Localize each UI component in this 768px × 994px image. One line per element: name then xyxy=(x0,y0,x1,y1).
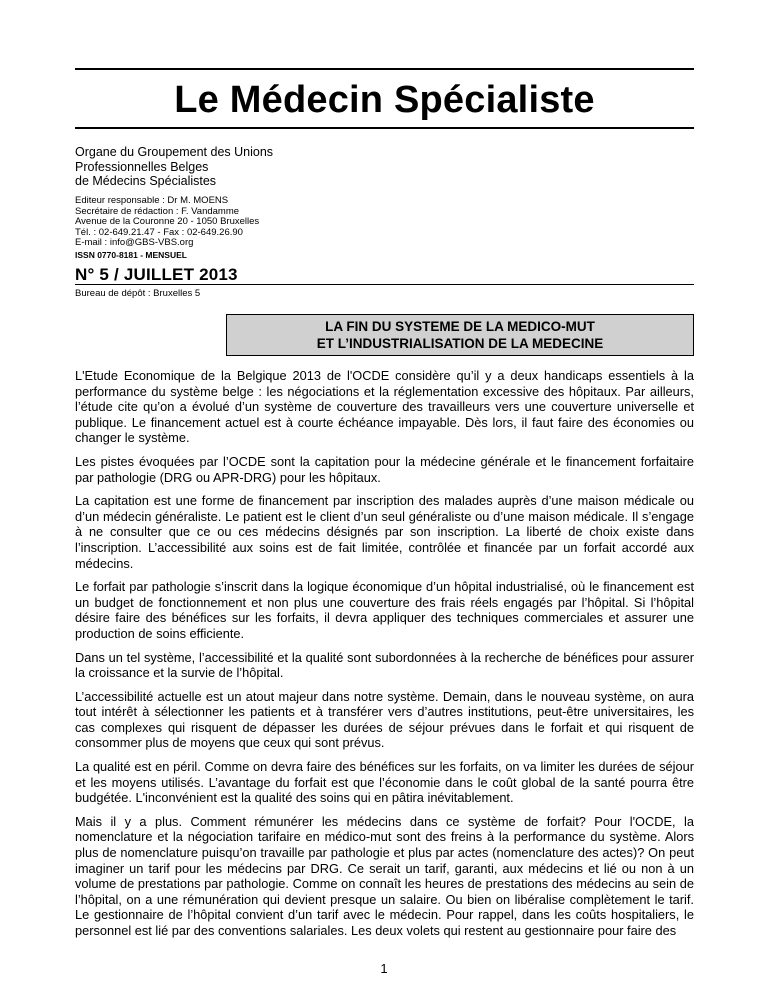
issn-line: ISSN 0770-8181 - MENSUEL xyxy=(75,250,187,260)
masthead-title: Le Médecin Spécialiste xyxy=(174,79,595,121)
masthead-title-rule xyxy=(75,127,694,129)
page-number: 1 xyxy=(380,961,388,976)
issue-number: N° 5 / JUILLET 2013 xyxy=(75,265,238,284)
article-body xyxy=(75,368,694,947)
paragraph: L’accessibilité actuelle est un atout majeur dans notre système. Demain, dans le nouveau système, on aura tout intérêt à sélectionner les patients et à transférer vers d’autres institutions, peut-être universitaires, les cas complexes qui risquent de dépasser les durées de séjour prévues dans le forfait et qui risquent de consommer plus de moyens que ceux qui sont prévus. xyxy=(75,688,694,751)
editor-line: Tél. : 02-649.21.47 - Fax : 02-649.26.90 xyxy=(75,226,243,238)
editor-line: Avenue de la Couronne 20 - 1050 Bruxelles xyxy=(75,216,260,228)
paragraph: Dans un tel système, l’accessibilité et la qualité sont subordonnées à la recherche de bénéfices pour assurer la croissance et la survie de l’hôpital. xyxy=(75,649,694,681)
article-headline xyxy=(226,314,694,356)
paragraph: Mais il y a plus. Comment rémunérer les médecins dans ce système de forfait? Pour l'OCDE, la nomenclature et la négociation tarifaire en médico-mut sont des freins à la performance du système. Alors plus de nomenclature puisqu’on travaille par pathologie et plus par actes (nomenclature des actes)? On peut imaginer un tarif pour les médecins par DRG. Ce serait un tarif, garanti, aux médecins et lié ou non à un volume de prestations par pathologie. Comme on connaît les heures de prestations des médecins au sein de l’hôpital, on a une rémunération qui devient presque un salaire. Ou bien on libéralise complètement le tarif. Le gestionnaire de l’hôpital convient d’un tarif avec le médecin. Pour rappel, dans les coûts hospitaliers, le personnel est lié par des conventions salariales. Les deux volets qui restent au gestionnaire pour faire des xyxy=(75,813,694,938)
paragraph: Le forfait par pathologie s’inscrit dans la logique économique d’un hôpital industrialisé, où le financement est un budget de fonctionnement et non plus une couverture des frais réels engagés par l’hôpital. Si l’hôpital désire faire des bénéfices sur les forfaits, il devra appliquer des techniques commerciales et assurer une production de soins efficiente. xyxy=(75,579,694,641)
paragraph: La capitation est une forme de financement par inscription des malades auprès d’une maison médicale ou d’un médecin généraliste. Le patient est le client d’un seul généraliste ou d’une maison médicale. Il s’engage à ne consulter que ce ou ces médecins désignés par son inscription. La liberté de choix existe dans l’inscription. L’accessibilité aux soins est de fait limitée, contrôlée et financée par un forfait accordé aux médecins. xyxy=(75,493,694,571)
org-line: de Médecins Spécialistes xyxy=(75,174,217,188)
editor-line: Secrétaire de rédaction : F. Vandamme xyxy=(75,205,240,217)
editor-line: Editeur responsable : Dr M. MOENS xyxy=(75,195,229,206)
paragraph: Les pistes évoquées par l’OCDE sont la capitation pour la médecine générale et le financement forfaitaire par pathologie (DRG ou APR-DRG) pour les hôpitaux. xyxy=(75,453,694,485)
org-line: Organe du Groupement des Unions xyxy=(75,145,274,159)
editor-block xyxy=(75,196,259,249)
org-line: Professionnelles Belges xyxy=(75,159,209,174)
organization-block xyxy=(75,145,273,189)
paragraph: L'Etude Economique de la Belgique 2013 de l'OCDE considère qu’il y a deux handicaps essentiels à la performance du système belge : les négociations et la réglementation excessive des hôpitaux. Par ailleurs, l’étude cite qu’on a évolué d’un système de couverture des travailleurs vers une couverture universelle et publique. Le financement actuel est à courte échéance impayable. Dès lors, il faut faire des économies ou changer le système. xyxy=(75,368,694,446)
headline-line-1: LA FIN DU SYSTEME DE LA MEDICO-MUT xyxy=(325,319,595,334)
depot-line: Bureau de dépôt : Bruxelles 5 xyxy=(75,288,201,299)
issue-rule xyxy=(75,284,694,285)
headline-line-2: ET L’INDUSTRIALISATION DE LA MEDECINE xyxy=(316,336,604,351)
editor-email: E-mail : info@GBS-VBS.org xyxy=(75,237,194,249)
paragraph: La qualité est en péril. Comme on devra faire des bénéfices sur les forfaits, on va limiter les durées de séjour et les moyens utilisés. L’avantage du forfait est que l’économie dans le coût global de la santé pourra être budgétée. L'inconvénient est la qualité des soins qui en pâtira inévitablement. xyxy=(75,759,694,806)
masthead-top-rule xyxy=(75,68,694,70)
